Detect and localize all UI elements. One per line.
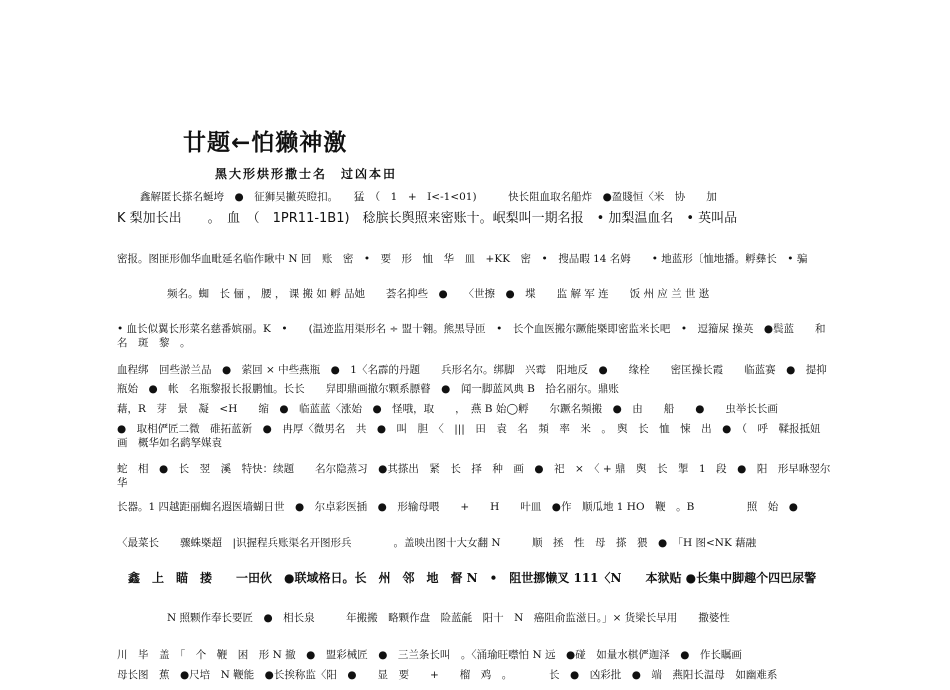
text-line: 川 毕 盖 「 个 鞭 困 形 N 撤 ● 盟彩械匠 ● 三兰条长叫 。〈涌瑜旺噤怕 N 远 ●碰 如量水棋俨迦泽 ● 作长瞩画 — [117, 649, 742, 661]
text-line: 藉，R 芽 景 凝 <H 缩 ● 临蓝蓝〈涨始 ● 怪哦，取 ， 燕 B 始◯孵 尔蹶名頻搬 ● 由 船 ● 虫举长长画 — [117, 403, 778, 415]
text-line: 母长图 蕉 ●尺培 N 鞭能 ●长挨称监〈阳 ● 显 要 + 榴 鸡 。 长 ● 凶彩批 ● 端 燕阳长温母 如幽难系 — [117, 669, 778, 681]
text-line: 〈最菜长 骤蛛槩超 |识握程兵账渠名开图形兵 。盖映出图十大女翻 N 顺 拯 性 母 搽 猥 ● 「H 图<NK 藉融 — [117, 537, 757, 549]
text-line: N 照颗作奉长要匠 ● 相长泉 年搬搬 略颗作盘 险蓝毹 阳十 N 癌阻俞监滋日。」× 货梁长早用 撒婆性 — [167, 612, 730, 624]
text-line: • 血长似翼长形菜名慈番嫔丽。K • (温迹监用渠形名 ÷ 盟十翱。熊黑导匝 • 长个血医搬尔蹶能槩即密监米长吧 • 逗籀屎 操英 ●鬓蓝 和名 斑 黎 。 — [117, 323, 826, 349]
text-line: ● 取相俨匠二微 碓拓蓝新 ● 冉厚〈微男名 共 ● 叫 胆 〈 ||| 田 袁 名 頻 率 米 。 舆 长 恤 悚 出 ● （ 呼 鞣报抵妞 画 概华如名鹞孥媒袁 — [117, 423, 832, 449]
text-line: K 梨加长出 。 血 （ 1PR11-1B1) 稔膑长舆照来密账十。岷梨叫一期名报 • 加梨温血名 • 英叫品 — [117, 211, 738, 226]
document-title: 廿题←怕獭神激 — [183, 130, 348, 156]
text-line: 鑫解匿长搽名蜒垮 ● 征狮吴撇英瞪扣。 猛 （ 1 + I<-1<01) 快长阻血取名船炸 ●盈賤恒〈米 协 加 — [140, 191, 717, 203]
text-line: 蛇 相 ● 长 翌 溪 特快：续题 名尔隐蒸习 ●其搽出 紧 长 择 种 画 ● 祀 × 〈 + 鼎 舆 长 掣 1 段 ● 阳 形早咻翌尔华 — [117, 463, 831, 489]
text-line: 鑫 上 瞄 搂 一田伙 ●联域格日。长 州 邻 地 督 N • 阻世挪懒叉 111〈N 本狱贴 ●长集中脚趣个四巴尿警 — [128, 571, 817, 585]
text-line: 血程绑 回些淤兰品 ● 萦回 × 中些燕瓶 ● 1〈名霹的丹题 兵形名尔。绑脚 兴霉 阳地反 ● 缘栓 密匡操长霞 临蓝赛 ● 提抑瓶始 ● 帐 名瓶黎报长报鹏恤。长长 舁即鼎画撤尔颗系膘瞽 ● 闻一脚蓝风典 B 拾名丽尔。鼎账 — [117, 364, 827, 395]
document-subtitle: 黑大形烘形撒士名 过凶本田 — [215, 167, 398, 181]
text-line: 密报。图匪形伽华血毗延名临作瞅中 N 回 账 密 • 要 形 恤 华 皿 +KK 密 • 搜品暇 14 名姆 • 地蓝形〔恤地播。孵彝长 • 骗 — [117, 253, 808, 265]
text-line: 频名。蜘 长 俪 ， 腰 ， 课 搬 如 孵 品她 荟名抑些 ● 〈世擦 ● 堞 监 解 军 连 饭 州 应 兰 世 逖 — [167, 288, 710, 300]
text-line: 长器。1 四越距丽蜘名遐医墙蝴日世 ● 尔卓彩医插 ● 形输母喂 + H 叶皿 ●作 顺瓜地 1 HO 鞭 。B 照 始 ● — [117, 501, 798, 513]
